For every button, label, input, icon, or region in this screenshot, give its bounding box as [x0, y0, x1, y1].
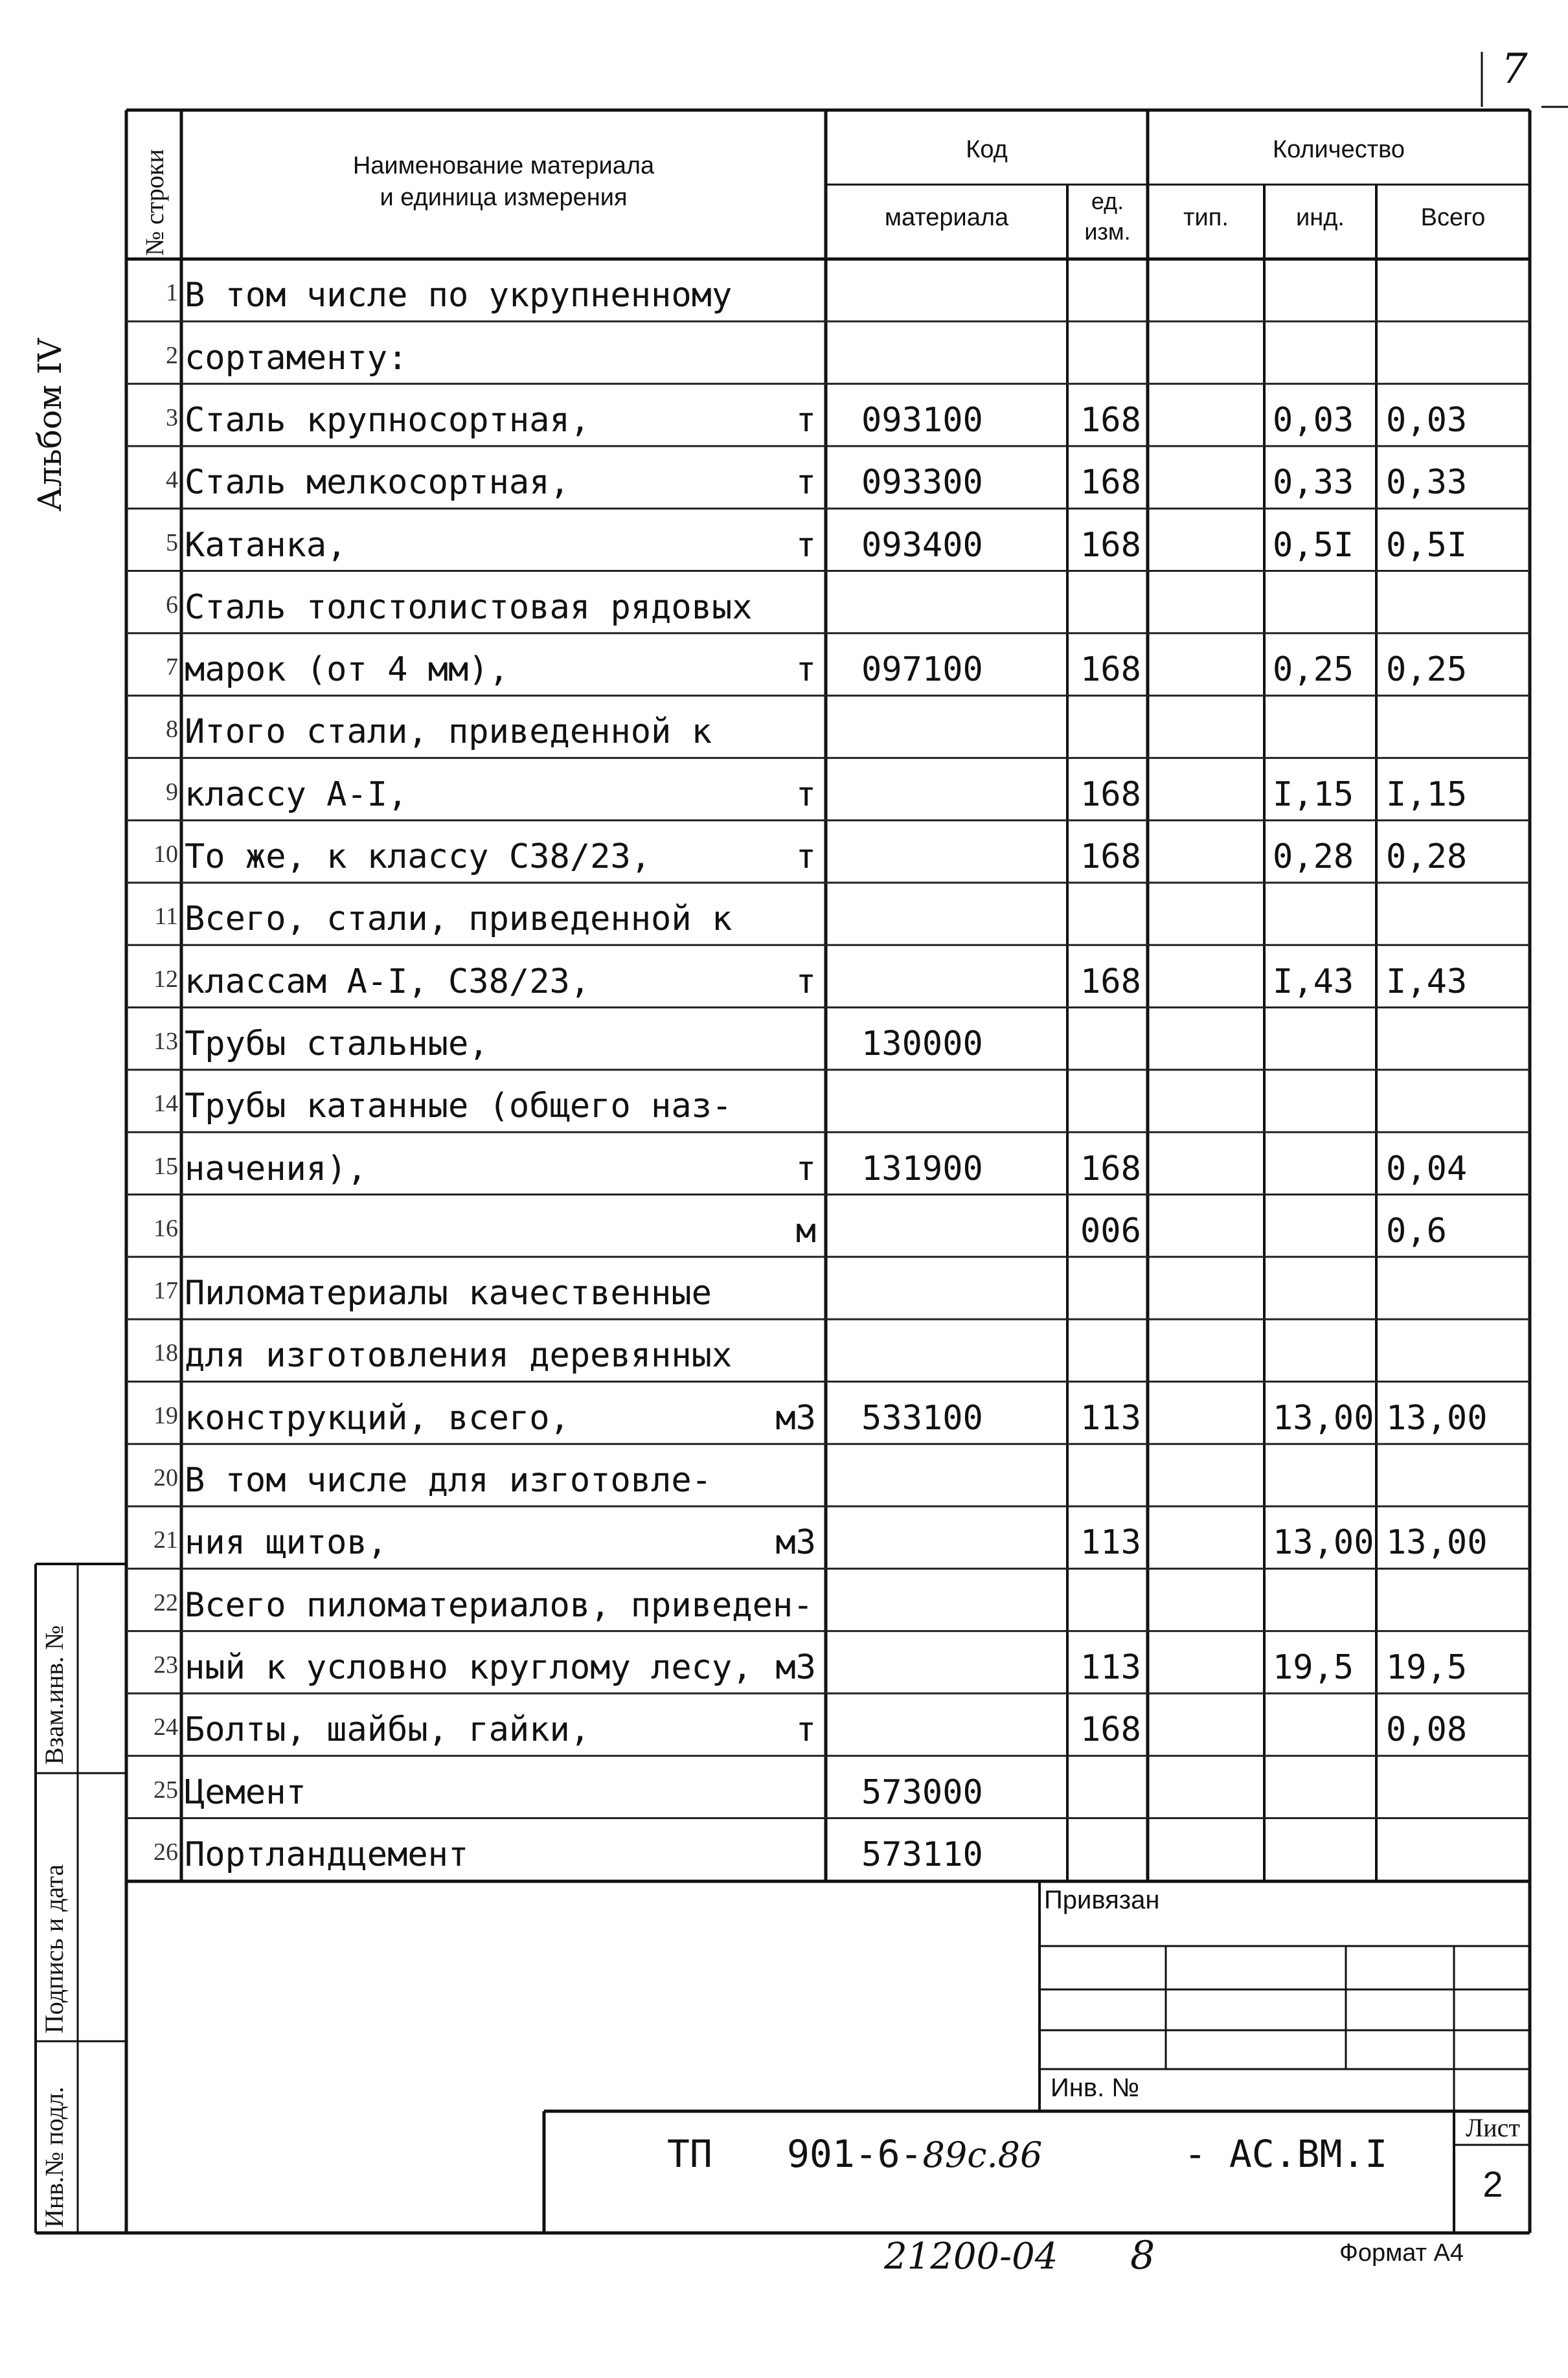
material-name: Пиломатериалы качественные: [185, 1274, 712, 1313]
row-number: 17: [153, 1277, 178, 1305]
sheet-number: 2: [1483, 2164, 1503, 2204]
row-number: 25: [153, 1776, 178, 1804]
unit-code: 168: [1080, 962, 1141, 1001]
row-number: 24: [153, 1714, 178, 1741]
material-name: В том числе по укрупненному: [185, 276, 733, 315]
row-number: 18: [153, 1339, 178, 1367]
unit-of-measure: т: [795, 775, 816, 814]
material-name: классам А-I, С38/23,: [185, 962, 591, 1001]
title-privyazan: Привязан: [1044, 1886, 1160, 1914]
row-number: 6: [166, 591, 178, 618]
stamp-podpis-data: Подпись и дата: [40, 1864, 69, 2033]
album-label: Альбом IV: [31, 338, 69, 512]
unit-code: 168: [1080, 525, 1141, 565]
qty-total: 0,5I: [1386, 525, 1468, 565]
qty-individual: 0,25: [1273, 650, 1354, 690]
header-code: Код: [966, 136, 1008, 163]
row-number: 8: [166, 716, 178, 743]
unit-of-measure: м3: [775, 1398, 816, 1438]
material-code: 573110: [861, 1835, 983, 1874]
header-quantity: Количество: [1272, 136, 1405, 163]
doc-prefix: ТП: [667, 2132, 712, 2176]
row-number: 1: [166, 279, 178, 307]
qty-individual: 0,5I: [1273, 525, 1354, 565]
unit-of-measure: м3: [775, 1648, 816, 1687]
qty-total: 0,08: [1386, 1710, 1468, 1750]
material-code: 093400: [861, 525, 983, 565]
qty-total: 0,03: [1386, 400, 1468, 440]
unit-of-measure: т: [795, 400, 816, 440]
row-number: 3: [166, 403, 178, 431]
row-number: 7: [166, 653, 178, 681]
header-code-unit: ед. изм.: [1084, 188, 1131, 245]
material-name: То же, к классу С38/23,: [185, 837, 652, 876]
material-name: Трубы катанные (общего наз-: [185, 1087, 733, 1126]
stamp-vzam-inv: Взам.инв. №: [40, 1625, 69, 1765]
material-name: Сталь толстолистовая рядовых: [185, 587, 753, 627]
unit-code: 113: [1080, 1523, 1141, 1563]
qty-total: 0,6: [1386, 1211, 1447, 1251]
row-number: 21: [153, 1526, 178, 1554]
row-number: 20: [153, 1464, 178, 1491]
unit-of-measure: м: [795, 1211, 816, 1251]
row-number: 2: [166, 341, 178, 369]
qty-individual: 13,00: [1273, 1523, 1374, 1563]
unit-code: 006: [1080, 1211, 1141, 1251]
material-code: 093100: [861, 400, 983, 440]
unit-code: 168: [1080, 400, 1141, 440]
qty-total: 0,25: [1386, 650, 1468, 690]
unit-of-measure: т: [795, 1149, 816, 1188]
unit-of-measure: т: [795, 463, 816, 503]
qty-individual: I,15: [1273, 775, 1354, 814]
header-qty-typ: тип.: [1183, 204, 1229, 231]
material-name: Катанка,: [185, 525, 347, 565]
unit-of-measure: т: [795, 837, 816, 876]
qty-individual: 0,03: [1273, 400, 1354, 440]
unit-code: 168: [1080, 650, 1141, 690]
header-code-material: материала: [884, 204, 1009, 231]
material-code: 097100: [861, 650, 983, 690]
unit-code: 168: [1080, 1149, 1141, 1188]
row-number: 15: [153, 1152, 178, 1180]
title-inv-no: Инв. №: [1051, 2074, 1140, 2102]
material-name: ный к условно круглому лесу,: [185, 1648, 753, 1687]
doc-number: 901-6-89с.86: [787, 2132, 1043, 2176]
material-name: Итого стали, приведенной к: [185, 712, 712, 752]
row-number: 4: [166, 466, 178, 494]
unit-code: 113: [1080, 1398, 1141, 1438]
sheet-label: Лист: [1466, 2113, 1520, 2142]
row-number: 22: [153, 1589, 178, 1616]
row-number: 9: [166, 778, 178, 806]
material-name: конструкций, всего,: [185, 1398, 570, 1438]
material-name: ния щитов,: [185, 1523, 388, 1563]
qty-individual: 0,33: [1273, 463, 1354, 503]
qty-total: 0,28: [1386, 837, 1468, 876]
material-name: Всего пиломатериалов, приведен-: [185, 1585, 813, 1625]
material-code: 130000: [861, 1024, 983, 1063]
row-number: 16: [153, 1214, 178, 1242]
unit-code: 168: [1080, 463, 1141, 503]
row-number: 23: [153, 1651, 178, 1679]
header-row-number: № строки: [140, 149, 169, 256]
material-name: марок (от 4 мм),: [185, 650, 509, 690]
unit-of-measure: т: [795, 650, 816, 690]
material-code: 533100: [861, 1398, 983, 1438]
material-name: В том числе для изготовле-: [185, 1461, 712, 1500]
qty-total: I,15: [1386, 775, 1468, 814]
material-name: Портландцемент: [185, 1835, 469, 1874]
material-code: 573000: [861, 1772, 983, 1812]
unit-code: 168: [1080, 775, 1141, 814]
unit-of-measure: т: [795, 962, 816, 1001]
unit-of-measure: т: [795, 1710, 816, 1750]
material-name: сортаменту:: [185, 338, 408, 378]
qty-individual: 13,00: [1273, 1398, 1374, 1438]
qty-individual: 19,5: [1273, 1648, 1354, 1687]
material-name: Трубы стальные,: [185, 1024, 489, 1063]
material-code: 131900: [861, 1149, 983, 1188]
unit-code: 168: [1080, 1710, 1141, 1750]
row-number: 14: [153, 1090, 178, 1118]
row-number: 13: [153, 1027, 178, 1055]
qty-total: 19,5: [1386, 1648, 1468, 1687]
header-qty-ind: инд.: [1296, 204, 1345, 231]
unit-of-measure: т: [795, 525, 816, 565]
material-name: Сталь крупносортная,: [185, 400, 591, 440]
row-number: 11: [154, 903, 178, 931]
qty-total: 0,04: [1386, 1149, 1468, 1188]
material-name: начения),: [185, 1149, 367, 1188]
row-number: 26: [153, 1838, 178, 1866]
qty-total: 13,00: [1386, 1398, 1488, 1438]
material-name: Всего, стали, приведенной к: [185, 900, 733, 939]
qty-total: 13,00: [1386, 1523, 1488, 1563]
material-name: классу А-I,: [185, 775, 408, 814]
doc-suffix: - АС.ВМ.I: [1184, 2132, 1388, 2176]
copy-number: 8: [1130, 2233, 1155, 2278]
material-code: 093300: [861, 463, 983, 503]
format-label: Формат А4: [1339, 2239, 1464, 2267]
unit-of-measure: м3: [775, 1523, 816, 1563]
unit-code: 113: [1080, 1648, 1141, 1687]
header-material-name: Наименование материала и единица измерения: [352, 152, 655, 212]
row-number: 19: [153, 1401, 178, 1429]
row-number: 12: [153, 965, 178, 993]
material-name: для изготовления деревянных: [185, 1336, 733, 1376]
row-number: 5: [166, 528, 178, 556]
stamp-inv-podl: Инв.№ подл.: [40, 2087, 69, 2228]
order-number: 21200-04: [884, 2236, 1058, 2278]
unit-code: 168: [1080, 837, 1141, 876]
material-name: Сталь мелкосортная,: [185, 463, 570, 503]
material-name: Болты, шайбы, гайки,: [185, 1710, 591, 1750]
qty-individual: 0,28: [1273, 837, 1354, 876]
row-number: 10: [153, 841, 178, 868]
page-corner-number: 7: [1501, 45, 1528, 93]
material-name: Цемент: [185, 1772, 306, 1812]
header-qty-total: Всего: [1420, 204, 1486, 231]
qty-total: I,43: [1386, 962, 1468, 1001]
qty-individual: I,43: [1273, 962, 1354, 1001]
qty-total: 0,33: [1386, 463, 1468, 503]
